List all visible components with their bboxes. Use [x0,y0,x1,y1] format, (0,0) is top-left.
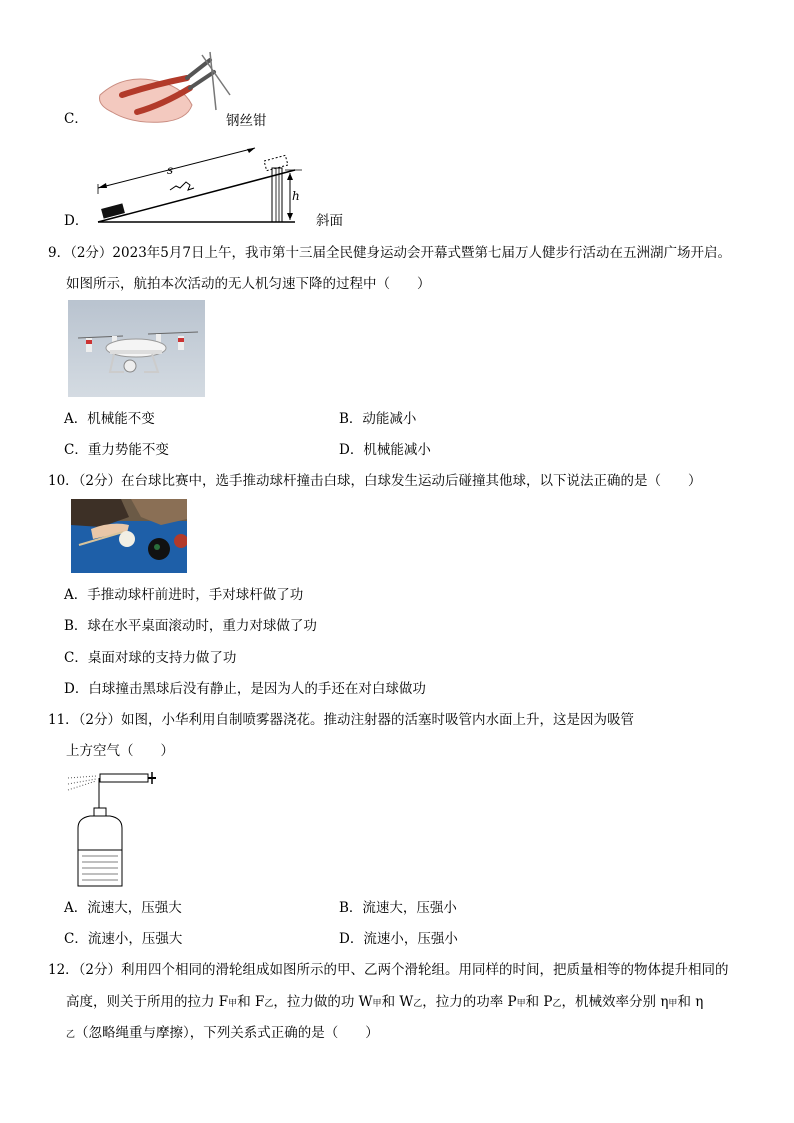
q9-option-b[interactable]: B．动能减小 [339,411,417,427]
incline-figure [90,138,315,228]
q10-option-a[interactable]: A．手推动球杆前进时，手对球杆做了功 [64,587,304,603]
q12-stem-line3: 乙（忽略绳重与摩擦），下列关系式正确的是（ ） [66,1025,379,1041]
sprayer-figure [64,768,159,890]
billiards-photo [71,499,187,573]
q11-option-b[interactable]: B．流速大，压强小 [339,900,457,916]
q9-stem-line1: 9．（2分）2023年5月7日上午，我市第十三届全民健身运动会开幕式暨第七届万人健步行活动在五洲湖广场开启。 [48,245,731,261]
pliers-caption: 钢丝钳 [226,113,267,129]
q11-option-c[interactable]: C．流速小，压强大 [64,931,183,947]
q9-option-c[interactable]: C．重力势能不变 [64,442,169,458]
q12-stem-line1: 12．（2分）利用四个相同的滑轮组成如图所示的甲、乙两个滑轮组。用同样的时间，把质量相等的物体提升相同的 [48,962,729,978]
label-h: h [292,189,300,203]
q11-stem-line2: 上方空气（ ） [66,743,174,759]
q12-stem-line2: 高度，则关于所用的拉力 F甲和 F乙，拉力做的功 W甲和 W乙，拉力的功率 P甲和 P乙，机械效率分别 η甲和 η [66,994,704,1010]
q10-option-d[interactable]: D．白球撞击黑球后没有静止，是因为人的手还在对白球做功 [64,681,426,697]
label-s: s [167,163,174,177]
q9-option-a[interactable]: A．机械能不变 [64,411,155,427]
q11-option-a[interactable]: A．流速大，压强大 [64,900,182,916]
option-c-label: C． [64,111,88,127]
q9-stem-line2: 如图所示，航拍本次活动的无人机匀速下降的过程中（ ） [66,276,431,292]
drone-photo [68,300,205,397]
q9-option-d[interactable]: D．机械能减小 [339,442,431,458]
pliers-figure [92,50,232,128]
q10-option-c[interactable]: C．桌面对球的支持力做了功 [64,650,237,666]
q11-stem-line1: 11．（2分）如图，小华利用自制喷雾器浇花。推动注射器的活塞时吸管内水面上升，这是因为吸管 [48,712,635,728]
q11-option-d[interactable]: D．流速小，压强小 [339,931,458,947]
q10-option-b[interactable]: B．球在水平桌面滚动时，重力对球做了功 [64,618,317,634]
q10-stem: 10．（2分）在台球比赛中，选手推动球杆撞击白球，白球发生运动后碰撞其他球，以下说法正确的是（ ） [48,473,702,489]
option-d-label: D． [64,213,89,229]
incline-caption: 斜面 [316,213,343,229]
